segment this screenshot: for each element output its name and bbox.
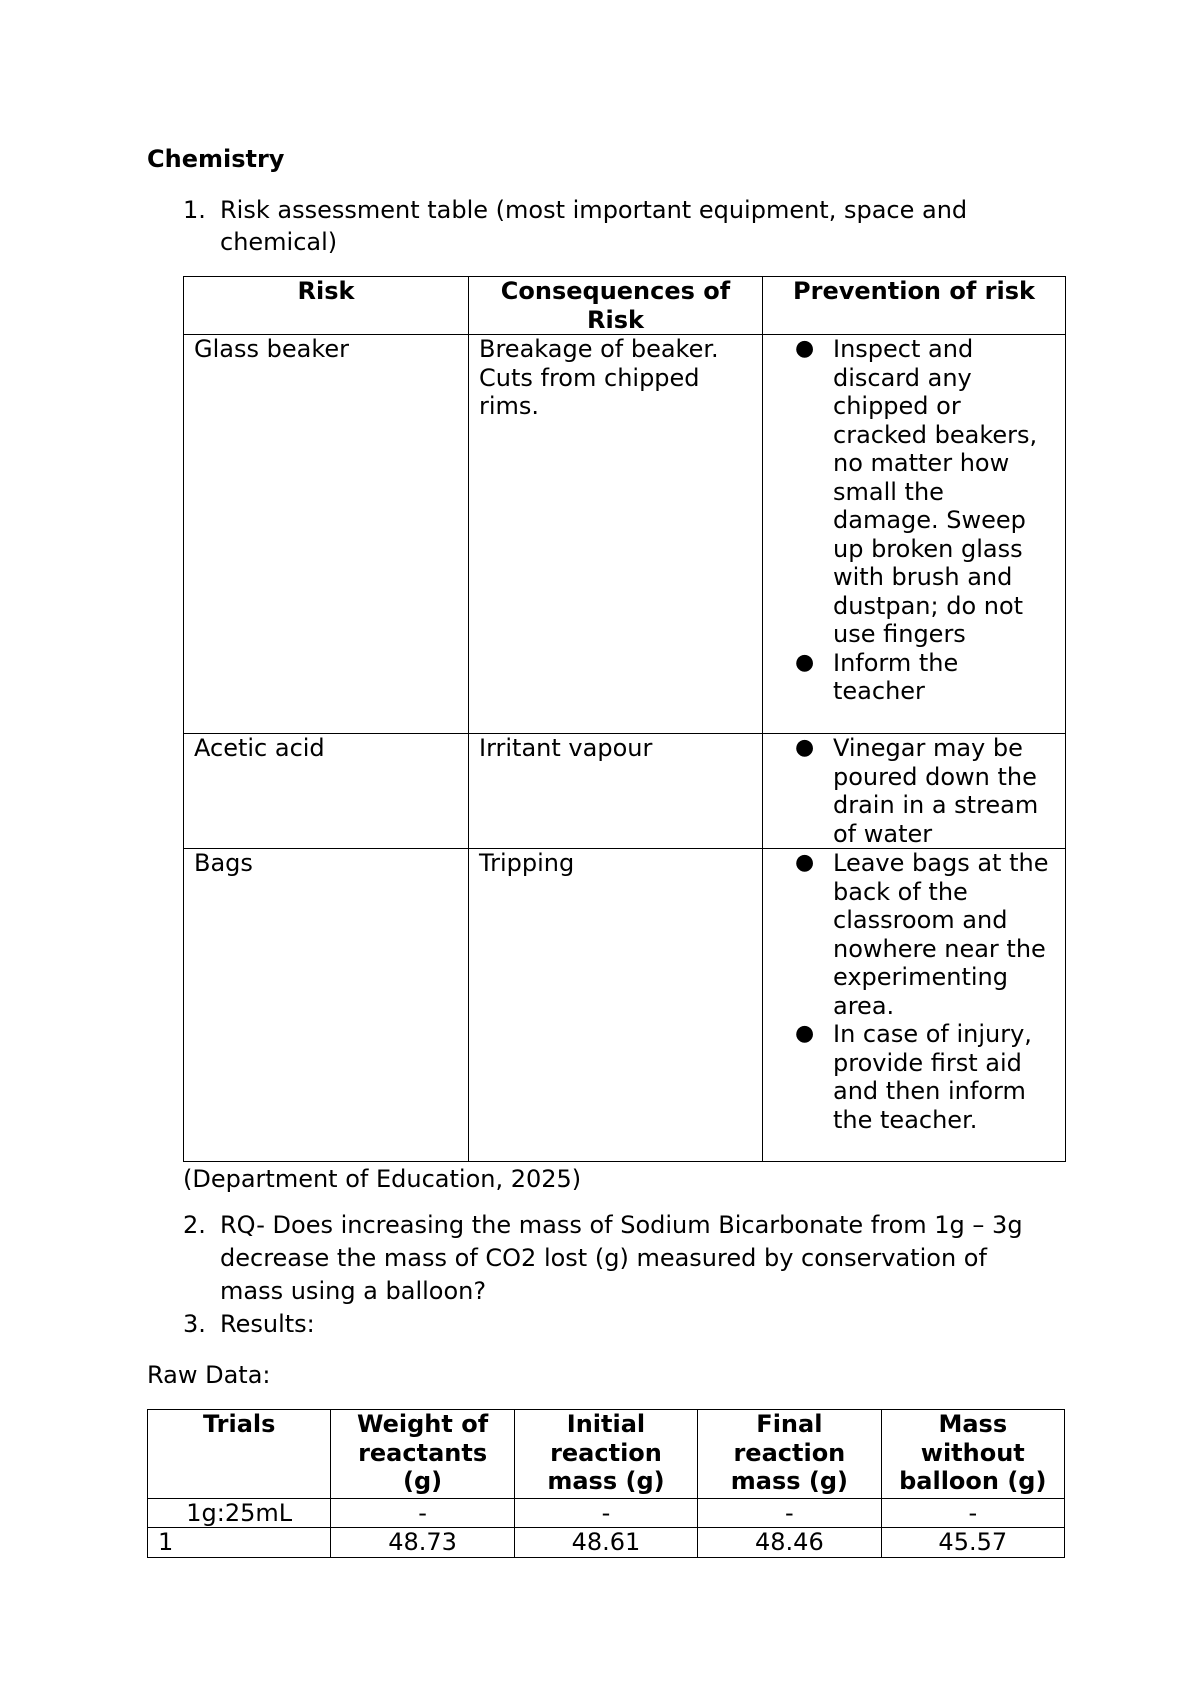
column-header: Mass without balloon (g)	[881, 1410, 1064, 1499]
table-cell: 1	[148, 1528, 331, 1558]
bullet-icon: ●	[795, 1021, 815, 1046]
bullet-icon: ●	[795, 649, 815, 675]
table-row	[148, 1528, 1065, 1558]
table-cell: -	[514, 1498, 697, 1528]
list-item-text-line: chemical)	[220, 228, 338, 256]
prevention-text: In case of injury, provide first aid and then inform the teacher.	[833, 1020, 1032, 1134]
table-cell: -	[881, 1498, 1064, 1528]
table-row	[184, 335, 1066, 734]
column-header: Final reaction mass (g)	[698, 1410, 881, 1499]
list-item-text-line: RQ- Does increasing the mass of Sodium Bicarbonate from 1g – 3g	[220, 1211, 1023, 1239]
list-item-1	[183, 194, 1043, 258]
risk-cell: Glass beaker	[184, 335, 469, 734]
prevention-text: Vinegar may be poured down the drain in a stream of water	[833, 734, 1039, 848]
list-item-text-line: mass using a balloon?	[220, 1277, 487, 1305]
prevention-cell	[763, 734, 1066, 849]
table-header-row	[148, 1410, 1065, 1499]
list-item-2	[183, 1209, 1063, 1305]
table-cell: -	[331, 1498, 514, 1528]
table-cell: 48.46	[698, 1528, 881, 1558]
prevention-cell	[763, 335, 1066, 734]
table-row	[184, 734, 1066, 849]
column-header: Prevention of risk	[763, 277, 1066, 335]
list-item-text-line: Risk assessment table (most important equipment, space and	[220, 196, 968, 224]
citation: (Department of Education, 2025)	[183, 1165, 582, 1193]
column-header: Risk	[184, 277, 469, 335]
prevention-cell	[763, 849, 1066, 1162]
table-row	[148, 1498, 1065, 1528]
consequence-cell: Tripping	[469, 849, 763, 1162]
table-cell: -	[698, 1498, 881, 1528]
consequence-cell: Breakage of beaker. Cuts from chipped rims.	[469, 335, 763, 734]
list-item-text-line: decrease the mass of CO2 lost (g) measured by conservation of	[220, 1244, 987, 1272]
list-number: 1.	[183, 196, 206, 224]
prevention-list	[773, 734, 1055, 848]
risk-assessment-table	[183, 276, 1066, 1162]
list-number: 2.	[183, 1211, 206, 1239]
table-header-row	[184, 277, 1066, 335]
list-number: 3.	[183, 1310, 206, 1338]
list-item	[795, 849, 1055, 1020]
column-header: Consequences of Risk	[469, 277, 763, 335]
bullet-icon: ●	[795, 735, 815, 760]
raw-data-label: Raw Data:	[147, 1361, 271, 1389]
list-item-3	[183, 1308, 583, 1340]
table-cell: 48.61	[514, 1528, 697, 1558]
risk-cell: Acetic acid	[184, 734, 469, 849]
raw-data-table	[147, 1409, 1065, 1558]
table-row	[184, 849, 1066, 1162]
table-cell: 45.57	[881, 1528, 1064, 1558]
column-header: Initial reaction mass (g)	[514, 1410, 697, 1499]
bullet-icon: ●	[795, 850, 815, 875]
list-item	[795, 1020, 1055, 1134]
list-item	[795, 648, 1055, 706]
prevention-text: Leave bags at the back of the classroom and nowhere near the experimenting area.	[833, 849, 1049, 1020]
risk-cell: Bags	[184, 849, 469, 1162]
prevention-list	[773, 335, 1055, 706]
prevention-text: Inspect and discard any chipped or cracked beakers, no matter how small the damage. Sweep up broken glass with brush and dustpan; do not use fingers	[833, 335, 1038, 648]
prevention-list	[773, 849, 1055, 1134]
column-header: Weight of reactants (g)	[331, 1410, 514, 1499]
table-cell: 1g:25mL	[148, 1498, 331, 1528]
prevention-text: Inform the teacher	[833, 648, 959, 705]
consequence-cell: Irritant vapour	[469, 734, 763, 849]
bullet-icon: ●	[795, 336, 815, 361]
page-title: Chemistry	[147, 145, 285, 173]
list-item	[795, 734, 1055, 848]
column-header: Trials	[148, 1410, 331, 1499]
table-cell: 48.73	[331, 1528, 514, 1558]
list-item-text-line: Results:	[220, 1310, 315, 1338]
list-item	[795, 335, 1055, 649]
